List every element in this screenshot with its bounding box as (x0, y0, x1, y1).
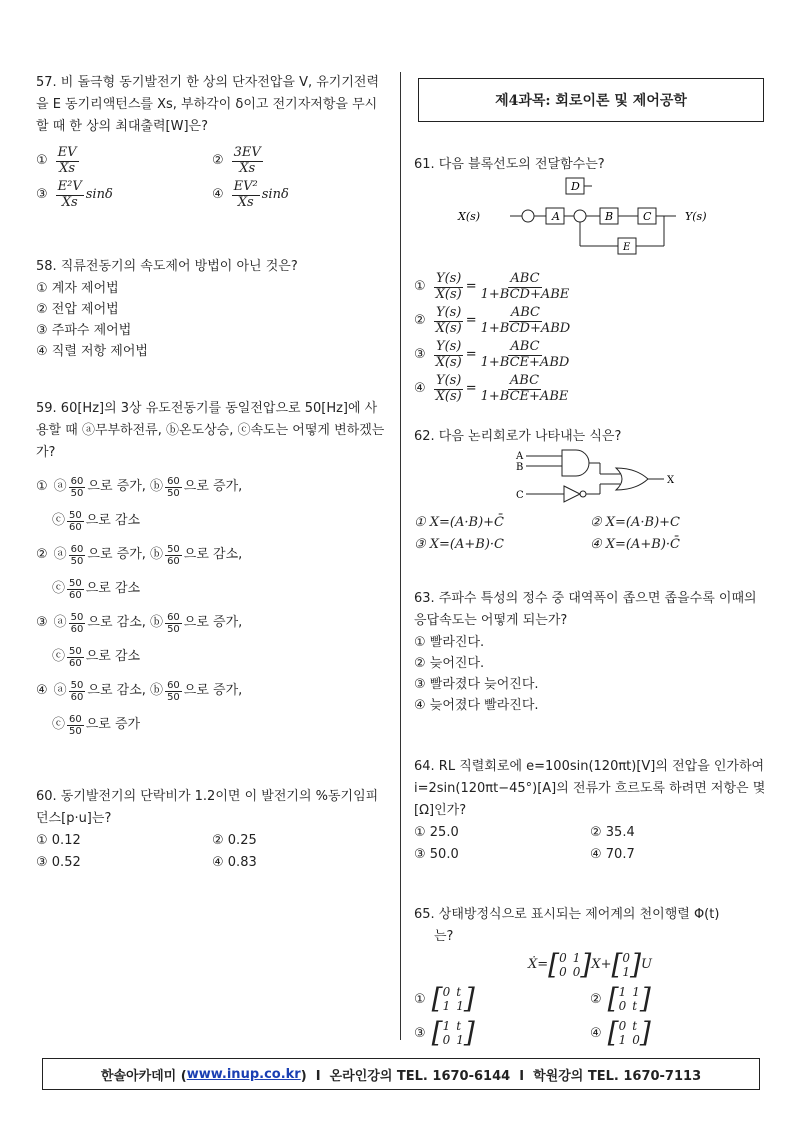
diagram-label: B (605, 210, 614, 223)
option-2[interactable]: ② 35.4 (590, 825, 635, 840)
options-row (414, 822, 766, 844)
diagram-label: A (552, 210, 560, 223)
option-3[interactable]: ③ 0.52 (36, 855, 81, 870)
options-row (414, 844, 766, 866)
fraction: $\frac{\text{EV²}}{Xs}$ (233, 179, 258, 210)
option-4[interactable]: ④ 70.7 (590, 847, 635, 862)
option-2[interactable]: ② ⓐ $\frac{60}{50}$ 으로 증가, ⓑ $\frac{50}{60}$ 으로 감소, ⓒ $\frac{50}{60}$ 으로 감소 (36, 543, 243, 601)
option-1[interactable]: ① [ 0 t 1 1 ] (414, 982, 475, 1015)
question-58 (36, 256, 388, 362)
option-2[interactable]: ② $\frac{3EV}{Xs}$ (212, 145, 261, 176)
state-equation: Ẋ= [ 0 1 0 0 ] X+ [ 0 1 ] U (528, 948, 652, 981)
options-row (36, 178, 388, 212)
question-stem: 65. 상태방정식으로 표시되는 제어계의 천이행렬 Φ(t) (414, 907, 720, 922)
option-3[interactable]: ③ 주파수 제어법 (36, 323, 132, 338)
options-row (36, 830, 388, 852)
question-stem: 58. 직류전동기의 속도제어 방법이 아닌 것은? (36, 259, 298, 274)
question-stem: 64. RL 직렬회로에 e=100sin(120πt)[V]의 전압을 인가하여 i=2sin(120πt−45°)[A]의 전류가 흐르도록 하려면 저항은 몇 [Ω]인가? (414, 759, 766, 818)
diagram-label: X(s) (458, 210, 481, 223)
question-stem: 57. 비 돌극형 동기발전기 한 상의 단자전압을 V, 유기기전력을 E 동기리액턴스를 Xs, 부하각이 δ이고 전기자저항을 무시할 때 한 상의 최대출력[W]은? (36, 75, 380, 134)
and-gate (562, 450, 589, 476)
options-row (414, 1016, 766, 1050)
option-1[interactable]: ① 빨라진다. (414, 635, 485, 650)
option-4[interactable]: ④ [ 0 t 1 0 ] (590, 1016, 651, 1049)
input-label: A (516, 451, 524, 462)
options-row (414, 982, 766, 1016)
option-3[interactable]: ③ X=(A+B)·C (414, 537, 504, 552)
question-61 (414, 154, 766, 406)
options-row (414, 512, 766, 534)
output-label: X (667, 475, 675, 486)
or-gate (616, 468, 648, 490)
question-60 (36, 786, 388, 874)
option-2[interactable]: ② X=(A·B)+C (590, 515, 680, 530)
academy-link[interactable]: www.inup.co.kr (186, 1066, 301, 1082)
option-2[interactable]: ② 전압 제어법 (36, 302, 119, 317)
option-2[interactable]: ② 0.25 (212, 833, 257, 848)
option-4[interactable]: ④ 늦어졌다 빨라진다. (414, 698, 539, 713)
diagram-label: C (643, 210, 652, 223)
option-2[interactable]: ② 늦어진다. (414, 656, 485, 671)
option-2[interactable]: ② $\frac{Y(s)}{X(s)}$ = $\frac{\text{ABC}}{\text{1+BCD+ABD}}$ (414, 305, 571, 336)
option-3[interactable]: ③ ⓐ $\frac{50}{60}$ 으로 감소, ⓑ $\frac{60}{50}$ 으로 증가, ⓒ $\frac{50}{60}$ 으로 감소 (36, 611, 243, 669)
option-1[interactable]: ① 0.12 (36, 833, 81, 848)
fraction: $\frac{\text{E²V}}{Xs}$ (57, 179, 82, 210)
diagram-label: Y(s) (685, 210, 707, 223)
input-label: C (516, 490, 524, 501)
option-4[interactable]: ④ 직렬 저항 제어법 (36, 344, 148, 359)
option-3[interactable]: ③ 빨라졌다 늦어진다. (414, 677, 539, 692)
option-1[interactable]: ① X=(A·B)+C̄ (414, 515, 504, 530)
option-3[interactable]: ③ [ 1 t 0 1 ] (414, 1016, 475, 1049)
question-stem: 60. 동기발전기의 단락비가 1.2이면 이 발전기의 %동기임피던스[p·u]는? (36, 789, 379, 826)
option-1[interactable]: ① $\frac{Y(s)}{X(s)}$ = $\frac{\text{ABC}}{\text{1+BCD+ABE}}$ (414, 271, 570, 302)
option-2[interactable]: ② [ 1 1 0 t ] (590, 982, 651, 1015)
question-65 (414, 904, 766, 1050)
fraction: $\frac{EV}{Xs}$ (57, 145, 77, 176)
not-gate (564, 486, 580, 502)
footer: 한솔아카데미 ( www.inup.co.kr ) I 온라인강의 TEL. 1670-6144 I 학원강의 TEL. 1670-7113 (42, 1058, 760, 1090)
options-row (36, 852, 388, 874)
options-row (414, 534, 766, 556)
logic-circuit (414, 448, 766, 504)
options-row (36, 144, 388, 178)
option-1[interactable]: ① ⓐ $\frac{60}{50}$ 으로 증가, ⓑ $\frac{60}{50}$ 으로 증가, ⓒ $\frac{50}{60}$ 으로 감소 (36, 475, 243, 533)
block-diagram (414, 176, 766, 262)
option-4[interactable]: ④ ⓐ $\frac{50}{60}$ 으로 감소, ⓑ $\frac{60}{50}$ 으로 증가, ⓒ $\frac{60}{50}$ 으로 증가 (36, 679, 243, 737)
question-64 (414, 756, 766, 866)
option-3[interactable]: ③ $\frac{Y(s)}{X(s)}$ = $\frac{\text{ABC}}{\text{1+BCE+ABD}}$ (414, 339, 570, 370)
option-4[interactable]: ④ $\frac{\text{EV²}}{Xs}$ sinδ (212, 179, 289, 210)
question-59 (36, 398, 388, 742)
question-stem-cont: 는? (434, 929, 454, 944)
option-1[interactable]: ① 25.0 (414, 825, 459, 840)
question-63 (414, 588, 766, 716)
option-1[interactable]: ① $\frac{EV}{Xs}$ (36, 145, 77, 176)
diagram-label: E (623, 242, 631, 253)
question-57 (36, 72, 388, 212)
question-stem: 63. 주파수 특성의 정수 중 대역폭이 좁으면 좁을수록 이때의 응답속도는 어떻게 되는가? (414, 591, 757, 628)
question-stem: 59. 60[Hz]의 3상 유도전동기를 동일전압으로 50[Hz]에 사용할 때 ⓐ무부하전류, ⓑ온도상승, ⓒ속도는 어떻게 변하겠는가? (36, 401, 385, 460)
option-3[interactable]: ③ $\frac{\text{E²V}}{Xs}$ sinδ (36, 179, 113, 210)
column-divider (400, 72, 401, 1040)
question-62 (414, 426, 766, 556)
input-label: B (516, 462, 524, 473)
option-3[interactable]: ③ 50.0 (414, 847, 459, 862)
option-4[interactable]: ④ $\frac{Y(s)}{X(s)}$ = $\frac{\text{ABC}}{\text{1+BCE+ABE}}$ (414, 373, 569, 404)
summing-junction-2 (574, 210, 586, 222)
section-title: 제4과목: 회로이론 및 제어공학 (418, 78, 764, 122)
fraction: $\frac{3EV}{Xs}$ (233, 145, 261, 176)
diagram-label: D (571, 180, 580, 193)
option-4[interactable]: ④ X=(A+B)·C̄ (590, 537, 680, 552)
option-4[interactable]: ④ 0.83 (212, 855, 257, 870)
summing-junction-1 (522, 210, 534, 222)
question-stem: 61. 다음 블록선도의 전달함수는? (414, 157, 605, 172)
question-stem: 62. 다음 논리회로가 나타내는 식은? (414, 429, 622, 444)
option-1[interactable]: ① 계자 제어법 (36, 281, 119, 296)
